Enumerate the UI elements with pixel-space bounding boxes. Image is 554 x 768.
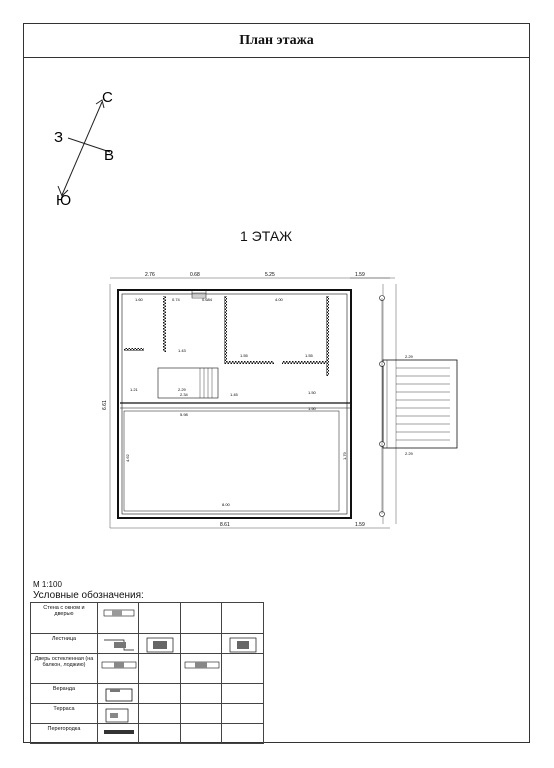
dim-bottom-2: 1.59	[355, 522, 365, 528]
dim-inner-12: 1.55	[240, 353, 248, 358]
dim-inner-10: 1.43	[178, 348, 186, 353]
legend-table	[30, 602, 264, 744]
dim-inner-2: 0.74	[172, 297, 180, 302]
dim-inner-21: 2.29	[178, 387, 186, 392]
dim-top-3: 5.25	[265, 272, 275, 278]
floor-label: 1 ЭТАЖ	[240, 228, 293, 244]
wall-window-door-icon	[98, 603, 140, 625]
compass-east: В	[104, 147, 115, 164]
legend-label: Веранда	[31, 684, 98, 704]
dim-top-1: 2.76	[145, 272, 155, 278]
legend-row	[31, 684, 264, 704]
legend-row	[31, 633, 264, 653]
dim-inner-26: 1.50	[308, 406, 316, 411]
legend-label: Терраса	[31, 704, 98, 724]
page-title: План этажа	[24, 24, 529, 58]
legend-row	[31, 724, 264, 744]
dim-inner-25: 1.50	[308, 390, 316, 395]
dim-inner-33: 1.79	[342, 452, 347, 460]
dim-left-total: 6.61	[102, 400, 108, 410]
partition-icon	[98, 724, 140, 740]
legend-title: Условные обозначения:	[33, 590, 144, 601]
dim-inner-4: 4.00	[275, 297, 283, 302]
glazed-door-icon	[181, 654, 223, 676]
legend-label: Перегородка	[31, 724, 98, 744]
dim-bottom-1: 8.61	[220, 522, 230, 528]
compass-rose	[40, 80, 140, 210]
compass-west: З	[54, 129, 64, 146]
dim-inner-22: 1.21	[130, 387, 138, 392]
floor-plan	[100, 268, 470, 548]
dim-veranda-bottom: 2.29	[405, 451, 413, 456]
dim-inner-13: 1.55	[305, 353, 313, 358]
dim-inner-1: 1.60	[135, 297, 143, 302]
dim-inner-3: 0.684	[202, 297, 213, 302]
legend-row	[31, 603, 264, 634]
dim-inner-28: 4.62	[125, 454, 130, 462]
legend-row	[31, 653, 264, 684]
legend-label: Дверь остекленная (на балкон, лоджию)	[31, 653, 98, 684]
dim-inner-29: 8.00	[222, 502, 230, 507]
scale-label: М 1:100	[33, 580, 62, 589]
glazed-door-icon	[98, 654, 140, 676]
dim-top-4: 1.59	[355, 272, 365, 278]
dim-inner-23: 2.34	[180, 392, 188, 397]
legend-label: Стена с окном и дверью	[31, 603, 98, 634]
compass-north: С	[102, 89, 113, 106]
dim-inner-27: 5.98	[180, 412, 188, 417]
legend-row	[31, 704, 264, 724]
dim-top-2: 0.68	[190, 272, 200, 278]
legend-label: Лестница	[31, 633, 98, 653]
dim-veranda-top: 2.29	[405, 354, 413, 359]
compass-south: Ю	[56, 192, 72, 209]
dim-inner-24: 1.45	[230, 392, 238, 397]
